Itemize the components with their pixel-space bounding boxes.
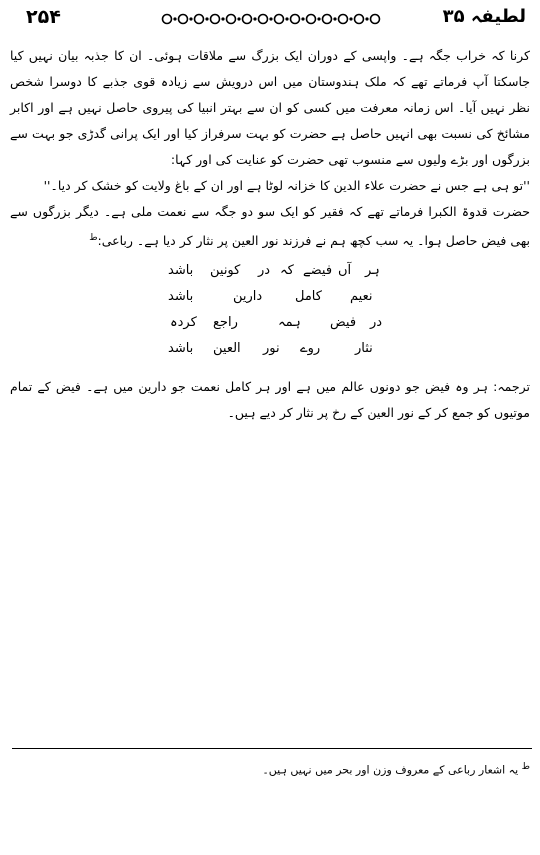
verse-word: باشد <box>168 263 194 279</box>
footnote-marker: ط <box>521 762 530 772</box>
rubai-verses <box>10 258 530 368</box>
chapter-title: لطیفہ ۳۵ <box>442 6 526 27</box>
main-text <box>10 43 530 426</box>
verse-word: راجع <box>213 315 238 331</box>
verse-word: در <box>370 315 383 331</box>
page-number: ۲۵۴ <box>26 6 61 28</box>
verse-line-1 <box>10 258 530 284</box>
verse-word: باشد <box>168 341 194 357</box>
verse-word: باشد <box>168 289 194 305</box>
verse-word: کامل <box>295 289 322 305</box>
verse-word: در <box>258 263 271 279</box>
page-header <box>0 4 540 30</box>
verse-word: فیض <box>330 315 357 331</box>
verse-line-4 <box>10 336 530 362</box>
verse-word: نعیم <box>350 289 373 305</box>
verse-word: کونین <box>210 263 241 279</box>
footnote <box>262 762 530 777</box>
verse-word: فیضے <box>303 263 333 279</box>
header-ornament <box>160 12 382 26</box>
verse-word: روے <box>300 341 321 357</box>
paragraph-2-text: حضرت قدوۃ الکبرا فرماتے تھے کہ فقیر کو ایک سو دو جگہ سے نعمت ملی ہے۔ دیگر بزرگوں سے بھی فیض حاصل ہوا۔ یہ سب کچھ ہم نے فرزند نور العین پر نثار کر دیا ہے۔ رباعی: <box>10 204 530 249</box>
verse-word: کہ <box>280 263 294 279</box>
footnote-divider <box>12 748 532 749</box>
footnote-text: یہ اشعار رباعی کے معروف وزن اور بحر میں نہیں ہیں۔ <box>262 763 519 777</box>
verse-line-2 <box>10 284 530 310</box>
translation: ترجمہ: ہر وہ فیض جو دونوں عالم میں ہے اور ہر کامل نعمت جو دارین میں ہے۔ فیض کے تمام موتیوں کو جمع کر کے نور العین کے رخ پر نثار کر دیے ہیں۔ <box>10 379 530 421</box>
paragraph-1: کرنا کہ خراب جگہ ہے۔ واپسی کے دوران ایک بزرگ سے ملاقات ہوئی۔ ان کا جذبہ بیان نہیں کیا جاسکتا آپ فرماتے تھے کہ ملک ہندوستان میں اس درویش سے زیادہ قوی جذبے کا دوسرا شخص نظر نہیں آیا۔ اس زمانہ معرفت میں کسی کو ان سے بہتر انبیا کی پیروی حاصل نہیں ہے اور اکابر مشائخ کی نسبت بھی انہیں حاصل ہے حضرت کو بہت سرفراز کیا اور ایک پرانی گدڑی جو بہت سے بزرگوں اور بڑے ولیوں سے منسوب تھی حضرت کو عنایت کی اور کہا: <box>10 48 530 167</box>
verse-word: ہر <box>365 263 380 279</box>
verse-word: العین <box>213 341 241 357</box>
quote: ''تو ہی ہے جس نے حضرت علاء الدین کا خزانہ لوٹا ہے اور ان کے باغ ولایت کو خشک کر دیا۔'' <box>43 178 530 193</box>
verse-word: ہمہ <box>278 315 301 331</box>
paragraph-2 <box>10 199 530 254</box>
verse-word: نثار <box>355 341 373 357</box>
footnote-reference: ط <box>89 233 98 243</box>
verse-line-3 <box>10 310 530 336</box>
verse-word: دارین <box>233 289 263 305</box>
verse-word: کردہ <box>170 315 197 331</box>
verse-word: نور <box>263 341 280 357</box>
verse-word: آں <box>338 263 352 279</box>
